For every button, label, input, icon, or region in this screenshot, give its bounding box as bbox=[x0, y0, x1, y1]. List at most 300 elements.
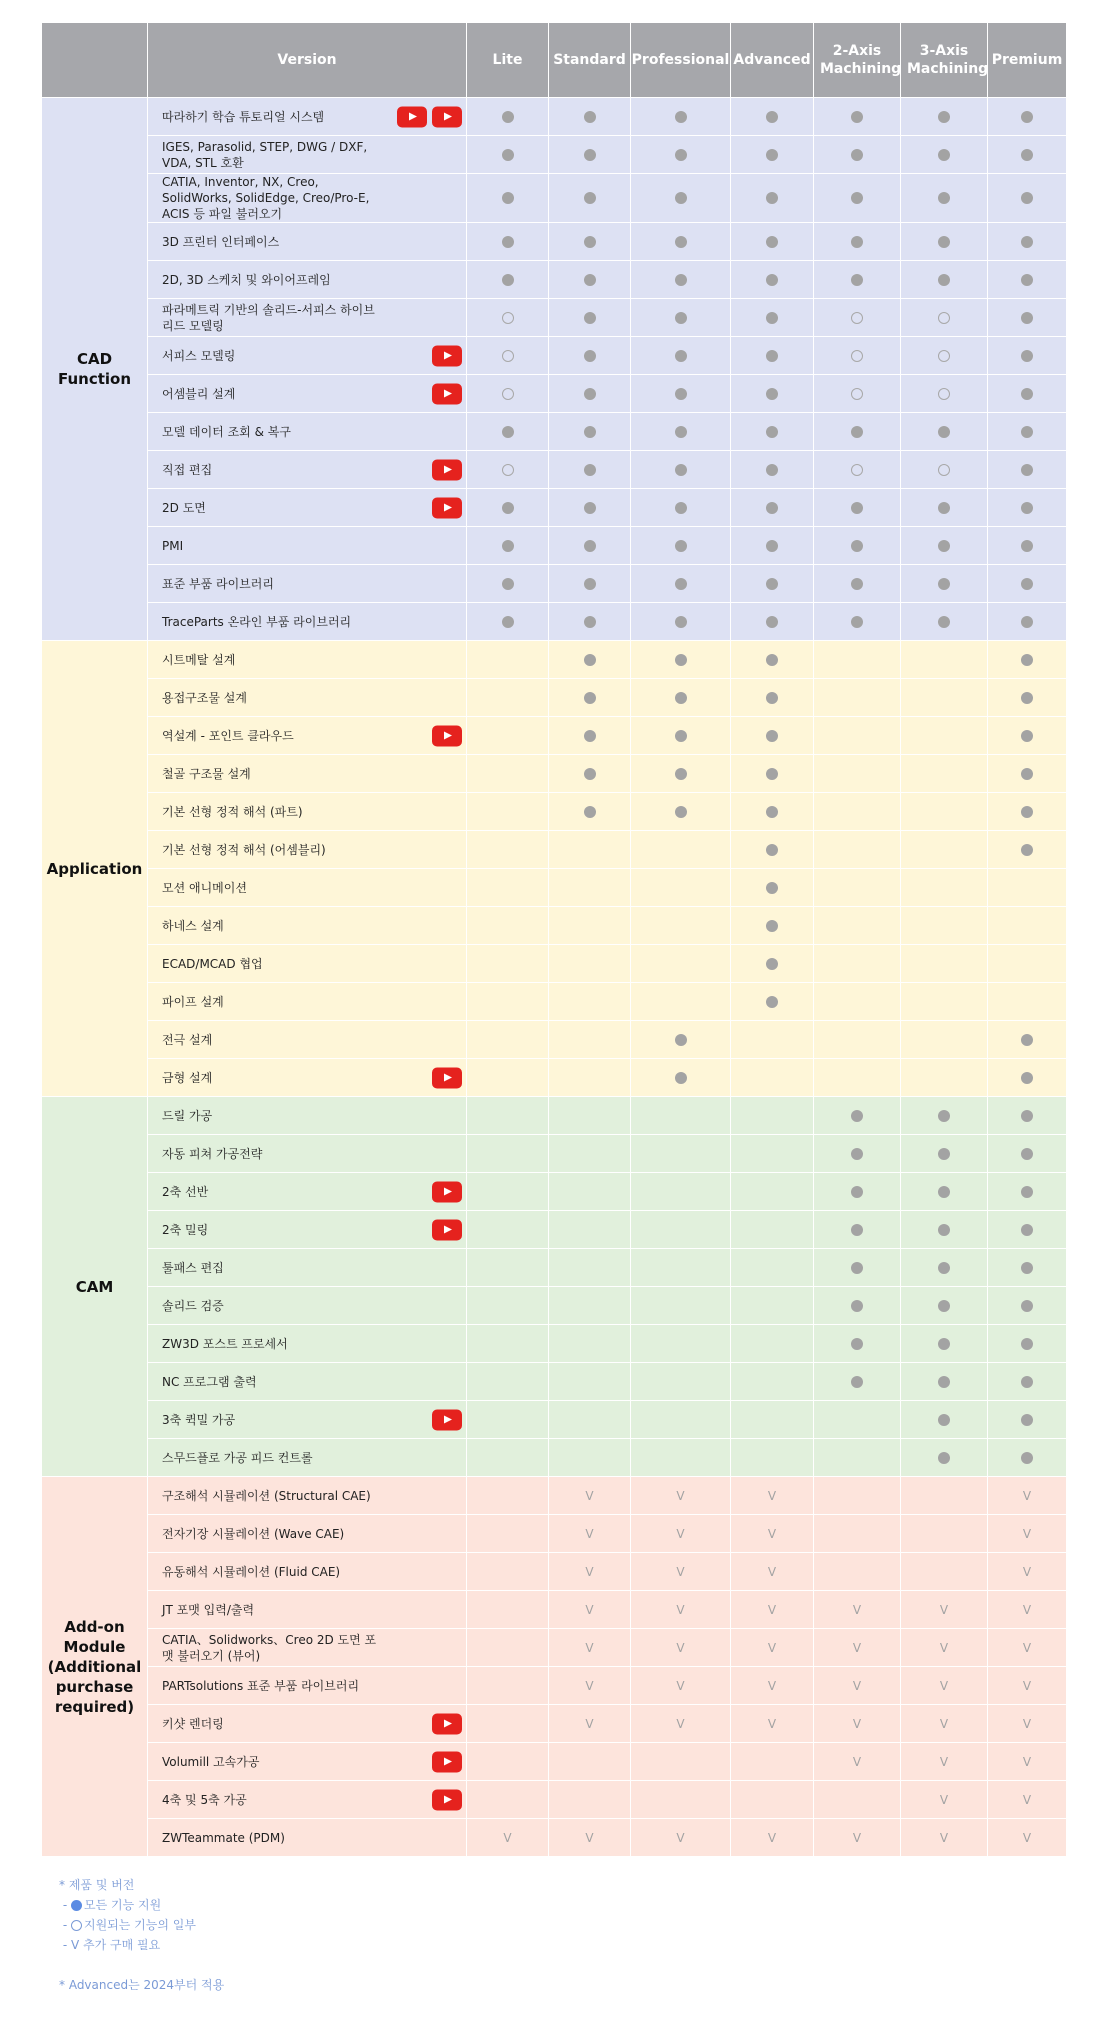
cell-premium bbox=[988, 299, 1067, 337]
table-row bbox=[42, 1135, 1067, 1173]
cell-advanced bbox=[731, 831, 814, 869]
cell-premium bbox=[988, 1591, 1067, 1629]
feature-label: 2축 선반 bbox=[162, 1184, 209, 1199]
cell-standard bbox=[549, 755, 631, 793]
table-row bbox=[42, 1515, 1067, 1553]
filled-circle-icon bbox=[851, 1376, 863, 1388]
filled-circle-icon bbox=[1021, 540, 1033, 552]
cell-2-axis-machining bbox=[814, 451, 901, 489]
filled-circle-icon bbox=[584, 768, 596, 780]
filled-circle-icon bbox=[675, 768, 687, 780]
cell-2-axis-machining bbox=[814, 679, 901, 717]
feature-label: 키샷 렌더링 bbox=[162, 1716, 224, 1731]
cell-advanced bbox=[731, 755, 814, 793]
feature-cell bbox=[148, 1021, 467, 1059]
filled-circle-icon bbox=[766, 844, 778, 856]
feature-cell bbox=[148, 679, 467, 717]
cell-3-axis-machining bbox=[901, 1591, 988, 1629]
cell-standard bbox=[549, 1667, 631, 1705]
youtube-play-icon[interactable] bbox=[432, 1181, 462, 1202]
cell-standard bbox=[549, 1743, 631, 1781]
filled-circle-icon bbox=[584, 426, 596, 438]
feature-cell bbox=[148, 299, 467, 337]
cell-premium bbox=[988, 261, 1067, 299]
cell-3-axis-machining bbox=[901, 1515, 988, 1553]
filled-circle-icon bbox=[1021, 1186, 1033, 1198]
cell-lite bbox=[467, 1553, 549, 1591]
feature-label: 3D 프린터 인터페이스 bbox=[162, 234, 280, 249]
feature-cell bbox=[148, 375, 467, 413]
youtube-play-icon[interactable] bbox=[397, 106, 427, 127]
cell-premium bbox=[988, 1173, 1067, 1211]
cell-lite bbox=[467, 603, 549, 641]
cell-2-axis-machining bbox=[814, 1781, 901, 1819]
cell-professional bbox=[631, 869, 731, 907]
filled-circle-icon bbox=[938, 1376, 950, 1388]
cell-advanced bbox=[731, 1439, 814, 1477]
cell-professional bbox=[631, 945, 731, 983]
cell-3-axis-machining bbox=[901, 717, 988, 755]
filled-circle-icon bbox=[938, 426, 950, 438]
cell-2-axis-machining bbox=[814, 174, 901, 223]
filled-circle-icon bbox=[766, 111, 778, 123]
youtube-play-icon[interactable] bbox=[432, 1067, 462, 1088]
cell-2-axis-machining bbox=[814, 1477, 901, 1515]
filled-circle-icon bbox=[675, 192, 687, 204]
feature-label: PARTsolutions 표준 부품 라이브러리 bbox=[162, 1678, 360, 1693]
filled-circle-icon bbox=[766, 692, 778, 704]
feature-cell bbox=[148, 1781, 467, 1819]
v-mark: V bbox=[1022, 1488, 1032, 1503]
youtube-play-icon[interactable] bbox=[432, 106, 462, 127]
table-row bbox=[42, 223, 1067, 261]
cell-lite bbox=[467, 1705, 549, 1743]
cell-professional bbox=[631, 1325, 731, 1363]
filled-circle-icon bbox=[675, 616, 687, 628]
feature-cell bbox=[148, 1705, 467, 1743]
filled-circle-icon bbox=[851, 111, 863, 123]
v-mark: V bbox=[767, 1564, 777, 1579]
cell-premium bbox=[988, 413, 1067, 451]
cell-professional bbox=[631, 261, 731, 299]
cell-3-axis-machining bbox=[901, 641, 988, 679]
v-mark: V bbox=[676, 1678, 685, 1693]
feature-label: 역설계 - 포인트 클라우드 bbox=[162, 728, 294, 743]
filled-circle-icon bbox=[851, 616, 863, 628]
video-links bbox=[432, 1181, 462, 1202]
cell-standard bbox=[549, 1819, 631, 1857]
feature-cell bbox=[148, 451, 467, 489]
cell-lite bbox=[467, 1097, 549, 1135]
filled-circle-icon bbox=[1021, 388, 1033, 400]
filled-circle-icon bbox=[766, 578, 778, 590]
cell-2-axis-machining bbox=[814, 755, 901, 793]
cell-standard bbox=[549, 1477, 631, 1515]
v-mark: V bbox=[676, 1716, 685, 1731]
table-row bbox=[42, 1667, 1067, 1705]
feature-label: 표준 부품 라이브러리 bbox=[162, 576, 274, 591]
v-mark: V bbox=[585, 1716, 594, 1731]
cell-advanced bbox=[731, 1401, 814, 1439]
table-row bbox=[42, 1781, 1067, 1819]
cell-advanced bbox=[731, 1021, 814, 1059]
feature-label: 전극 설계 bbox=[162, 1032, 213, 1047]
cell-3-axis-machining bbox=[901, 136, 988, 174]
cell-lite bbox=[467, 1059, 549, 1097]
cell-2-axis-machining bbox=[814, 223, 901, 261]
cell-professional bbox=[631, 1249, 731, 1287]
table-row bbox=[42, 1743, 1067, 1781]
filled-circle-icon bbox=[675, 388, 687, 400]
cell-advanced bbox=[731, 299, 814, 337]
cell-lite bbox=[467, 261, 549, 299]
youtube-play-icon[interactable] bbox=[432, 497, 462, 518]
cell-2-axis-machining bbox=[814, 1021, 901, 1059]
filled-circle-icon bbox=[1021, 464, 1033, 476]
empty-circle-icon bbox=[71, 1920, 82, 1931]
cell-premium bbox=[988, 1097, 1067, 1135]
cell-advanced bbox=[731, 489, 814, 527]
note-title: * 제품 및 버전 bbox=[59, 1878, 135, 1892]
cell-advanced bbox=[731, 1287, 814, 1325]
table-header bbox=[42, 23, 1067, 98]
cell-advanced bbox=[731, 223, 814, 261]
note-v-text: - V 추가 구매 필요 bbox=[62, 1938, 161, 1952]
filled-circle-icon bbox=[584, 616, 596, 628]
empty-circle-icon bbox=[851, 350, 863, 362]
feature-label: CATIA, Inventor, NX, Creo, SolidWorks, SolidEdge, Creo/Pro-E, ACIS 등 파일 불러오기 bbox=[162, 175, 370, 221]
feature-label: 용접구조물 설계 bbox=[162, 690, 247, 705]
cell-advanced bbox=[731, 1629, 814, 1667]
cell-premium bbox=[988, 1819, 1067, 1857]
cell-lite bbox=[467, 1667, 549, 1705]
youtube-play-icon[interactable] bbox=[432, 1219, 462, 1240]
youtube-play-icon[interactable] bbox=[432, 383, 462, 404]
cell-professional bbox=[631, 717, 731, 755]
cell-professional bbox=[631, 679, 731, 717]
cell-3-axis-machining bbox=[901, 603, 988, 641]
filled-circle-icon bbox=[502, 540, 514, 552]
feature-label: Volumill 고속가공 bbox=[162, 1754, 260, 1769]
feature-cell bbox=[148, 1629, 467, 1667]
cell-2-axis-machining bbox=[814, 261, 901, 299]
cell-lite bbox=[467, 413, 549, 451]
header-advanced: Advanced bbox=[731, 23, 814, 98]
cell-3-axis-machining bbox=[901, 1781, 988, 1819]
feature-label: 기본 선형 정적 해석 (파트) bbox=[162, 804, 303, 819]
v-mark: V bbox=[767, 1716, 777, 1731]
cell-3-axis-machining bbox=[901, 679, 988, 717]
filled-circle-icon bbox=[71, 1900, 82, 1911]
cell-standard bbox=[549, 299, 631, 337]
table-row bbox=[42, 1021, 1067, 1059]
cell-premium bbox=[988, 907, 1067, 945]
filled-circle-icon bbox=[766, 540, 778, 552]
youtube-play-icon[interactable] bbox=[432, 1409, 462, 1430]
cell-standard bbox=[549, 983, 631, 1021]
filled-circle-icon bbox=[584, 540, 596, 552]
v-mark: V bbox=[585, 1678, 594, 1693]
cell-2-axis-machining bbox=[814, 1553, 901, 1591]
feature-cell bbox=[148, 174, 467, 223]
filled-circle-icon bbox=[1021, 1224, 1033, 1236]
cell-premium bbox=[988, 717, 1067, 755]
comparison-table-container bbox=[41, 22, 1066, 1857]
v-mark: V bbox=[585, 1830, 594, 1845]
v-mark: V bbox=[503, 1830, 512, 1845]
youtube-play-icon[interactable] bbox=[432, 459, 462, 480]
feature-label: ZWTeammate (PDM) bbox=[162, 1830, 285, 1845]
cell-advanced bbox=[731, 1173, 814, 1211]
v-mark: V bbox=[676, 1488, 685, 1503]
cell-2-axis-machining bbox=[814, 907, 901, 945]
cell-standard bbox=[549, 1515, 631, 1553]
feature-label: 2축 밀링 bbox=[162, 1222, 209, 1237]
video-links bbox=[432, 1789, 462, 1810]
youtube-play-icon[interactable] bbox=[432, 1751, 462, 1772]
cell-2-axis-machining bbox=[814, 1059, 901, 1097]
cell-standard bbox=[549, 603, 631, 641]
feature-cell bbox=[148, 1667, 467, 1705]
feature-cell bbox=[148, 527, 467, 565]
empty-circle-icon bbox=[938, 312, 950, 324]
filled-circle-icon bbox=[1021, 1452, 1033, 1464]
filled-circle-icon bbox=[938, 1300, 950, 1312]
cell-standard bbox=[549, 1401, 631, 1439]
cell-professional bbox=[631, 1135, 731, 1173]
v-mark: V bbox=[852, 1716, 862, 1731]
v-mark: V bbox=[676, 1526, 685, 1541]
cell-professional bbox=[631, 1515, 731, 1553]
cell-3-axis-machining bbox=[901, 1819, 988, 1857]
cell-professional bbox=[631, 755, 731, 793]
feature-label: 모션 애니메이션 bbox=[162, 880, 247, 895]
filled-circle-icon bbox=[766, 426, 778, 438]
filled-circle-icon bbox=[938, 578, 950, 590]
cell-2-axis-machining bbox=[814, 337, 901, 375]
cell-3-axis-machining bbox=[901, 375, 988, 413]
filled-circle-icon bbox=[851, 1300, 863, 1312]
table-row bbox=[42, 1553, 1067, 1591]
cell-3-axis-machining bbox=[901, 1629, 988, 1667]
table-row bbox=[42, 831, 1067, 869]
cell-lite bbox=[467, 375, 549, 413]
table-row bbox=[42, 1477, 1067, 1515]
cell-advanced bbox=[731, 1819, 814, 1857]
filled-circle-icon bbox=[766, 149, 778, 161]
cell-standard bbox=[549, 1591, 631, 1629]
cell-lite bbox=[467, 1021, 549, 1059]
filled-circle-icon bbox=[1021, 844, 1033, 856]
filled-circle-icon bbox=[584, 312, 596, 324]
category-app: Application bbox=[42, 641, 148, 1097]
cell-advanced bbox=[731, 337, 814, 375]
feature-cell bbox=[148, 223, 467, 261]
cell-professional bbox=[631, 375, 731, 413]
filled-circle-icon bbox=[766, 958, 778, 970]
header-standard: Standard bbox=[549, 23, 631, 98]
table-row bbox=[42, 1211, 1067, 1249]
filled-circle-icon bbox=[1021, 350, 1033, 362]
cell-2-axis-machining bbox=[814, 527, 901, 565]
video-links bbox=[397, 106, 462, 127]
cell-advanced bbox=[731, 717, 814, 755]
feature-label: ZW3D 포스트 프로세서 bbox=[162, 1336, 288, 1351]
v-mark: V bbox=[939, 1678, 949, 1693]
cell-advanced bbox=[731, 641, 814, 679]
v-mark: V bbox=[767, 1830, 777, 1845]
v-mark: V bbox=[852, 1640, 862, 1655]
v-mark: V bbox=[585, 1488, 594, 1503]
cell-premium bbox=[988, 641, 1067, 679]
youtube-play-icon[interactable] bbox=[432, 1713, 462, 1734]
filled-circle-icon bbox=[1021, 1376, 1033, 1388]
cell-lite bbox=[467, 527, 549, 565]
cell-premium bbox=[988, 1287, 1067, 1325]
cell-standard bbox=[549, 1249, 631, 1287]
cell-lite bbox=[467, 223, 549, 261]
youtube-play-icon[interactable] bbox=[432, 345, 462, 366]
feature-cell bbox=[148, 1173, 467, 1211]
feature-cell bbox=[148, 945, 467, 983]
youtube-play-icon[interactable] bbox=[432, 725, 462, 746]
table-row bbox=[42, 1287, 1067, 1325]
table-row bbox=[42, 1097, 1067, 1135]
filled-circle-icon bbox=[1021, 426, 1033, 438]
category-add: Add-on Module (Additional purchase required) bbox=[42, 1477, 148, 1857]
filled-circle-icon bbox=[1021, 806, 1033, 818]
note-partial-text: 지원되는 기능의 일부 bbox=[84, 1918, 196, 1932]
cell-professional bbox=[631, 793, 731, 831]
cell-standard bbox=[549, 1059, 631, 1097]
cell-professional bbox=[631, 223, 731, 261]
cell-premium bbox=[988, 1363, 1067, 1401]
cell-lite bbox=[467, 1325, 549, 1363]
cell-standard bbox=[549, 1021, 631, 1059]
v-mark: V bbox=[939, 1792, 949, 1807]
cell-professional bbox=[631, 1705, 731, 1743]
table-row bbox=[42, 755, 1067, 793]
cell-premium bbox=[988, 869, 1067, 907]
cell-3-axis-machining bbox=[901, 983, 988, 1021]
cell-2-axis-machining bbox=[814, 1401, 901, 1439]
feature-label: PMI bbox=[162, 538, 184, 553]
cell-3-axis-machining bbox=[901, 1287, 988, 1325]
cell-premium bbox=[988, 223, 1067, 261]
feature-cell bbox=[148, 1249, 467, 1287]
filled-circle-icon bbox=[584, 236, 596, 248]
cell-2-axis-machining bbox=[814, 1363, 901, 1401]
filled-circle-icon bbox=[851, 1224, 863, 1236]
cell-standard bbox=[549, 136, 631, 174]
filled-circle-icon bbox=[938, 1338, 950, 1350]
cell-advanced bbox=[731, 136, 814, 174]
cell-advanced bbox=[731, 1059, 814, 1097]
filled-circle-icon bbox=[938, 1452, 950, 1464]
feature-label: 유동해석 시뮬레이션 (Fluid CAE) bbox=[162, 1564, 341, 1579]
cell-3-axis-machining bbox=[901, 1705, 988, 1743]
filled-circle-icon bbox=[584, 654, 596, 666]
header-version: Version bbox=[148, 23, 467, 98]
table-row bbox=[42, 451, 1067, 489]
filled-circle-icon bbox=[1021, 111, 1033, 123]
cell-lite bbox=[467, 1135, 549, 1173]
cell-professional bbox=[631, 603, 731, 641]
filled-circle-icon bbox=[675, 806, 687, 818]
filled-circle-icon bbox=[938, 274, 950, 286]
filled-circle-icon bbox=[1021, 192, 1033, 204]
cell-professional bbox=[631, 1363, 731, 1401]
feature-label: 드릴 가공 bbox=[162, 1108, 213, 1123]
filled-circle-icon bbox=[1021, 1072, 1033, 1084]
cell-lite bbox=[467, 1287, 549, 1325]
youtube-play-icon[interactable] bbox=[432, 1789, 462, 1810]
cell-advanced bbox=[731, 793, 814, 831]
filled-circle-icon bbox=[584, 274, 596, 286]
cell-professional bbox=[631, 831, 731, 869]
cell-professional bbox=[631, 983, 731, 1021]
cell-professional bbox=[631, 1781, 731, 1819]
cell-2-axis-machining bbox=[814, 1819, 901, 1857]
cell-advanced bbox=[731, 565, 814, 603]
v-mark: V bbox=[767, 1602, 777, 1617]
v-mark: V bbox=[1022, 1754, 1032, 1769]
cell-premium bbox=[988, 1477, 1067, 1515]
feature-label: 모델 데이터 조회 & 복구 bbox=[162, 424, 291, 439]
v-mark: V bbox=[939, 1716, 949, 1731]
cell-standard bbox=[549, 1325, 631, 1363]
cell-standard bbox=[549, 489, 631, 527]
cell-professional bbox=[631, 1439, 731, 1477]
filled-circle-icon bbox=[675, 1034, 687, 1046]
filled-circle-icon bbox=[1021, 1300, 1033, 1312]
filled-circle-icon bbox=[675, 274, 687, 286]
filled-circle-icon bbox=[1021, 730, 1033, 742]
table-row bbox=[42, 299, 1067, 337]
cell-2-axis-machining bbox=[814, 1667, 901, 1705]
feature-cell bbox=[148, 1439, 467, 1477]
table-row bbox=[42, 1249, 1067, 1287]
v-mark: V bbox=[676, 1564, 685, 1579]
cell-professional bbox=[631, 1743, 731, 1781]
cell-lite bbox=[467, 1591, 549, 1629]
filled-circle-icon bbox=[851, 1262, 863, 1274]
header-premium: Premium bbox=[988, 23, 1067, 98]
cell-premium bbox=[988, 831, 1067, 869]
feature-cell bbox=[148, 1477, 467, 1515]
cell-premium bbox=[988, 337, 1067, 375]
filled-circle-icon bbox=[766, 350, 778, 362]
filled-circle-icon bbox=[675, 692, 687, 704]
v-mark: V bbox=[939, 1602, 949, 1617]
cell-professional bbox=[631, 1477, 731, 1515]
table-row bbox=[42, 1819, 1067, 1857]
cell-advanced bbox=[731, 945, 814, 983]
filled-circle-icon bbox=[851, 1186, 863, 1198]
cell-2-axis-machining bbox=[814, 1135, 901, 1173]
cell-advanced bbox=[731, 98, 814, 136]
video-links bbox=[432, 1067, 462, 1088]
feature-cell bbox=[148, 869, 467, 907]
feature-cell bbox=[148, 1135, 467, 1173]
cell-lite bbox=[467, 831, 549, 869]
cell-3-axis-machining bbox=[901, 945, 988, 983]
video-links bbox=[432, 1219, 462, 1240]
cell-2-axis-machining bbox=[814, 489, 901, 527]
cell-lite bbox=[467, 1173, 549, 1211]
note-advanced: * Advanced는 2024부터 적용 bbox=[59, 1978, 225, 1992]
filled-circle-icon bbox=[1021, 616, 1033, 628]
